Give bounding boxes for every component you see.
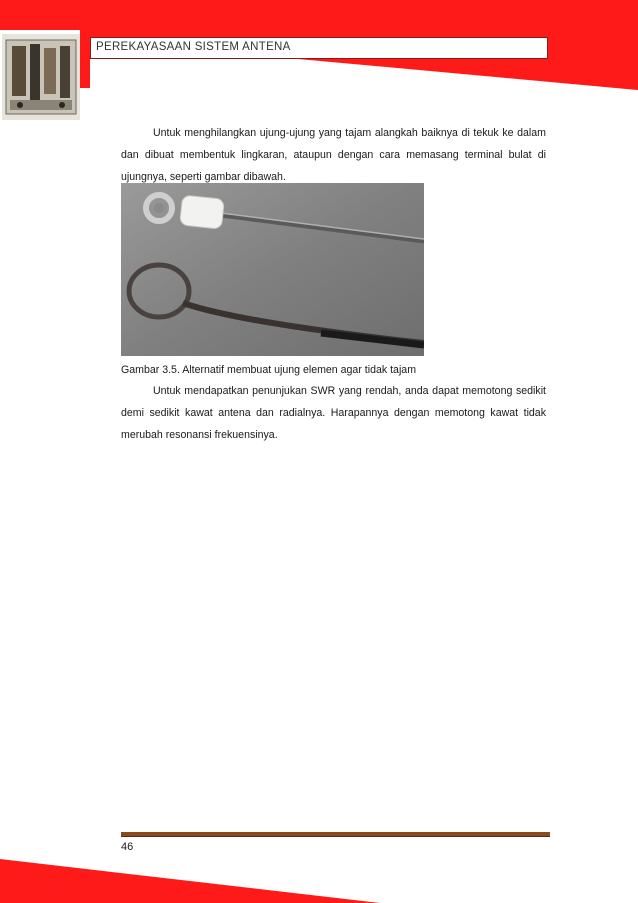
figure-caption: Gambar 3.5. Alternatif membuat ujung elemen agar tidak tajam: [121, 364, 417, 376]
body-text-bottom: [121, 380, 546, 446]
paragraph-2: Untuk mendapatkan penunjukan SWR yang rendah, anda dapat memotong sedikit demi sedikit kawat antena dan radialnya. Harapannya dengan memotong kawat tidak merubah resonansi frekuensinya.: [121, 385, 546, 441]
page-number: 46: [121, 841, 134, 853]
footer-red-band: [0, 843, 638, 903]
running-header: [90, 37, 548, 59]
body-text-top: [121, 122, 546, 188]
paragraph-1: Untuk menghilangkan ujung-ujung yang tajam alangkah baiknya di tekuk ke dalam dan dibuat membentuk lingkaran, ataupun dengan cara memasang terminal bulat di ujungnya, seperti gambar dibawah.: [121, 127, 546, 183]
device-thumbnail-image: [2, 34, 80, 120]
figure-antenna-ends-photo: [121, 183, 424, 356]
footer-rule: [121, 832, 550, 837]
running-header-title: PEREKAYASAAN SISTEM ANTENA: [96, 41, 291, 53]
